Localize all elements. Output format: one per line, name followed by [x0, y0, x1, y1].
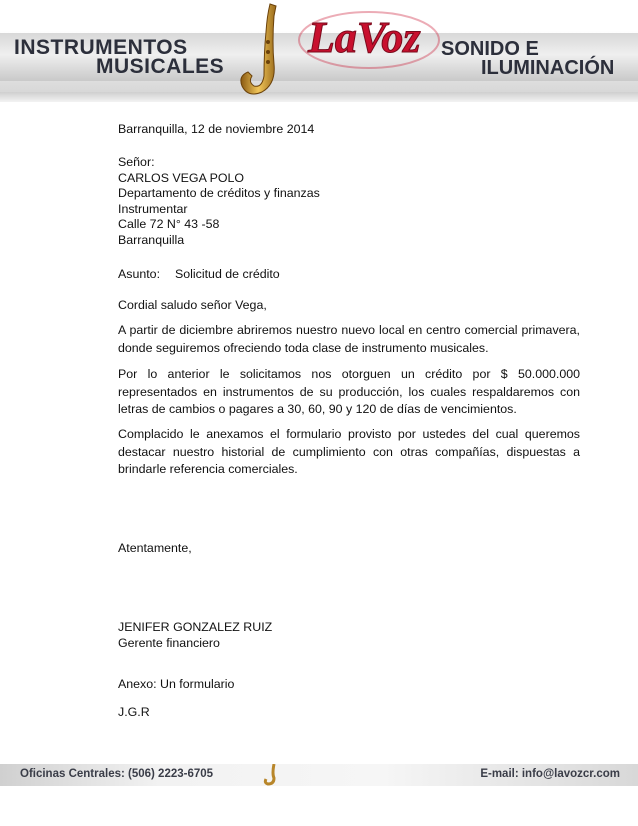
saxophone-icon — [230, 2, 294, 102]
banner-shadow — [0, 92, 638, 102]
brand-left-text — [14, 38, 224, 76]
brand-left-line1: INSTRUMENTOS — [14, 36, 188, 59]
subject-label: Asunto: — [118, 267, 161, 281]
subject-text: Solicitud de crédito — [175, 267, 280, 281]
letter-date: Barranquilla, 12 de noviembre 2014 — [118, 122, 315, 136]
letterhead-banner — [0, 0, 638, 102]
logo-text: LaVoz — [308, 13, 421, 62]
brand-right-text — [441, 40, 614, 78]
footer-offices: Oficinas Centrales: (506) 2223-6705 — [20, 768, 214, 780]
greeting: Cordial saludo señor Vega, — [118, 298, 267, 312]
recipient-name: CARLOS VEGA POLO — [118, 171, 245, 185]
recipient-address: Calle 72 N° 43 -58 — [118, 217, 220, 231]
recipient-department: Departamento de créditos y finanzas — [118, 186, 320, 200]
annex-note: Anexo: Un formulario — [118, 677, 235, 691]
brand-left-line2: MUSICALES — [96, 55, 225, 78]
recipient-company: Instrumentar — [118, 202, 188, 216]
recipient-salutation: Señor: — [118, 155, 155, 169]
recipient-city: Barranquilla — [118, 233, 185, 247]
closing: Atentamente, — [118, 541, 192, 555]
brand-right-line1: SONIDO E — [441, 38, 539, 60]
initials: J.G.R — [118, 705, 150, 719]
signer-name: JENIFER GONZALEZ RUIZ — [118, 620, 273, 634]
letterhead-footer — [0, 764, 638, 786]
footer-email: E-mail: info@lavozcr.com — [480, 768, 620, 780]
paragraph-2: Por lo anterior le solicitamos nos otorguen un crédito por $ 50.000.000 representados en instrumentos de su producción, los cuales respaldaremos con letras de cambios o pagares a 30, 60, 90 y 120 de días de vencimientos. — [118, 367, 580, 416]
lavoz-logo — [296, 6, 442, 72]
saxophone-mark-icon — [262, 764, 284, 786]
paragraph-1: A partir de diciembre abriremos nuestro nuevo local en centro comercial primavera, donde seguiremos ofreciendo toda clase de instrumento musicales. — [118, 323, 580, 355]
brand-right-line2: ILUMINACIÓN — [481, 57, 615, 79]
signer-title: Gerente financiero — [118, 636, 220, 650]
paragraph-3: Complacido le anexamos el formulario provisto por ustedes del cual queremos destacar nuestro historial de cumplimiento con otras compañías, dispuestas a brindarle referencia comerciales. — [118, 427, 580, 476]
